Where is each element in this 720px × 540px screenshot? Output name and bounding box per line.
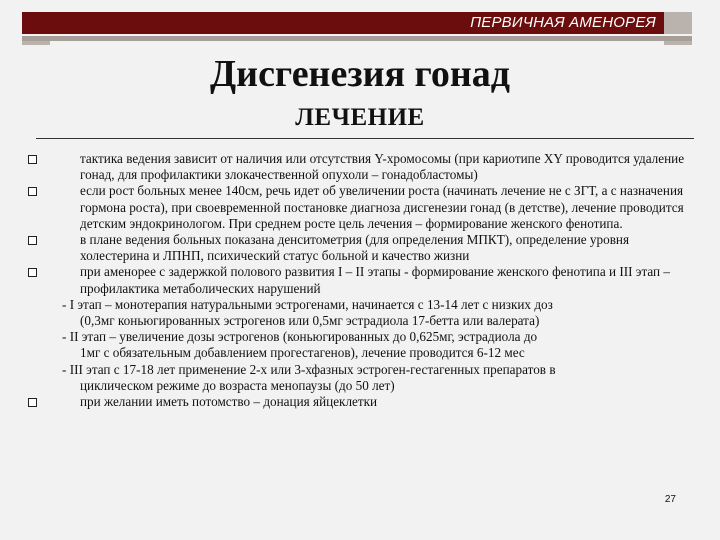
decor-left bbox=[22, 41, 50, 45]
stage-line: циклическом режиме до возраста менопаузы (до 50 лет) bbox=[80, 377, 395, 393]
stage-item bbox=[28, 297, 688, 329]
bullet-item bbox=[28, 394, 688, 410]
bullet-text: при желании иметь потомство – донация яйцеклетки bbox=[80, 394, 378, 410]
header-bar bbox=[22, 12, 692, 34]
stage-line: - III этап с 17-18 лет применение 2-х или 3-хфазных эстроген-гестагенных препаратов в bbox=[62, 361, 556, 377]
square-bullet-icon bbox=[28, 187, 37, 196]
square-bullet-icon bbox=[28, 398, 37, 407]
square-bullet-icon bbox=[28, 236, 37, 245]
header-decor-block bbox=[664, 12, 692, 34]
bullet-text: тактика ведения зависит от наличия или отсутствия Y-хромосомы (при кариотипе XY проводится удаление гонад, для профилактики злокачественной опухоли – гонадобластомы) bbox=[80, 151, 685, 183]
bullet-item bbox=[28, 183, 688, 232]
decor-right bbox=[664, 41, 692, 45]
header-underline bbox=[22, 36, 692, 41]
bullet-text: если рост больных менее 140см, речь идет об увеличении роста (начинать лечение не с ЗГТ, а с назначения гормона роста), при своевременной постановке диагноза дисгенезии гонад (в детстве), лечение проводится детским эндокринологом. При среднем росте цель лечения – формирование женского фенотипа. bbox=[80, 183, 684, 231]
page-number: 27 bbox=[664, 494, 676, 505]
square-bullet-icon bbox=[28, 155, 37, 164]
title-divider bbox=[36, 138, 694, 139]
bullet-text: при аменорее с задержкой полового развития I – II этапы - формирование женского фенотипа и III этап – профилактика метаболических нарушений bbox=[80, 264, 671, 296]
square-bullet-icon bbox=[28, 268, 37, 277]
stage-item bbox=[28, 329, 688, 361]
bullet-text: в плане ведения больных показана денситометрия (для определения МПКТ), определение уровня холестерина и ЛПНП, психический статус больной и качество жизни bbox=[80, 232, 630, 264]
stage-line: 1мг с обязательным добавлением прогестагенов), лечение проводится 6-12 мес bbox=[80, 345, 525, 361]
bullet-item bbox=[28, 264, 688, 296]
bullet-item bbox=[28, 232, 688, 264]
stage-line: - I этап – монотерапия натуральными эстрогенами, начинается с 13-14 лет с низких доз bbox=[62, 296, 553, 312]
stage-line: - II этап – увеличение дозы эстрогенов (коньюгированных до 0,625мг, эстрадиола до bbox=[62, 329, 538, 345]
stage-line: (0,3мг коньюгированных эстрогенов или 0,5мг эстрадиола 17-бетта или валерата) bbox=[80, 313, 540, 329]
slide-subtitle: ЛЕЧЕНИЕ bbox=[295, 104, 425, 131]
bullet-item bbox=[28, 151, 688, 183]
slide-content bbox=[28, 151, 688, 410]
header-label: ПЕРВИЧНАЯ АМЕНОРЕЯ bbox=[470, 14, 656, 31]
stage-item bbox=[28, 362, 688, 394]
slide-title: Дисгенезия гонад bbox=[210, 53, 510, 95]
